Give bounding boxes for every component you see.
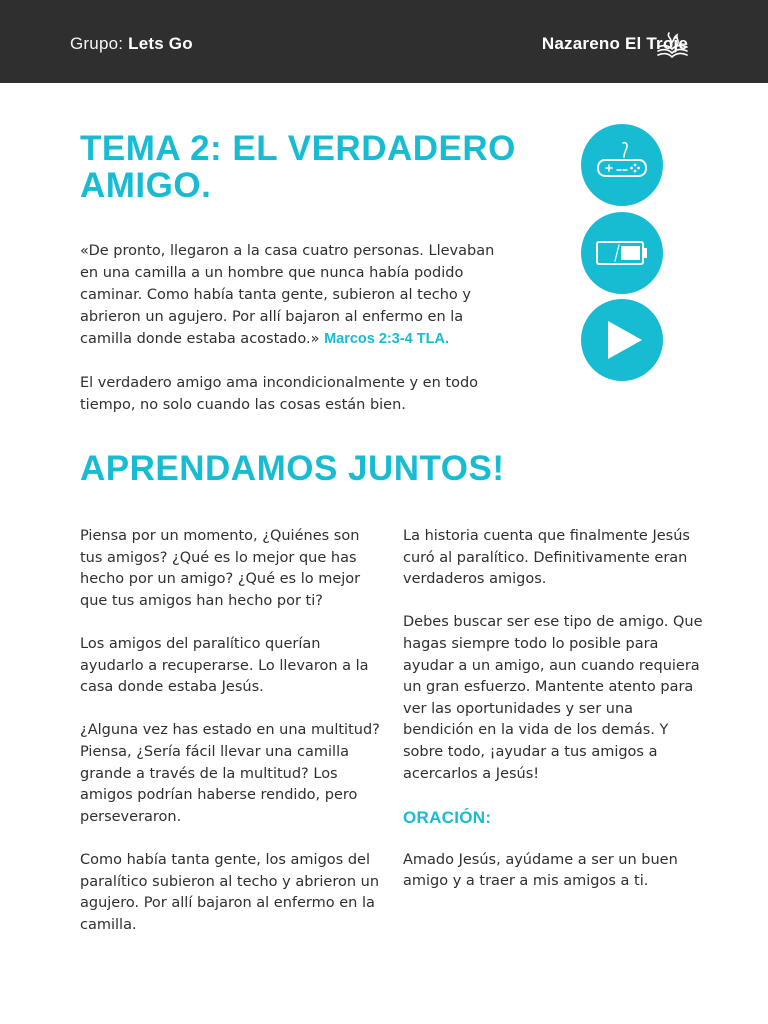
right-paragraph: Debes buscar ser ese tipo de amigo. Que hagas siempre todo lo posible para ayudar a un amigo, aun cuando requiera un gran esfuerzo. Mantente atento para ver las oportunidades y ser una bendición en la vida de los demás. Y sobre todo, ¡ayudar a tus amigos a acercarlos a Jesús! (403, 614, 703, 782)
bible-quote (80, 240, 510, 350)
group-name: Lets Go (128, 34, 193, 53)
quote-reference: Marcos 2:3-4 TLA. (324, 331, 449, 347)
flame-book-icon (655, 30, 689, 58)
play-icon-circle[interactable] (581, 299, 663, 381)
play-icon[interactable] (581, 299, 663, 381)
right-paragraph: La historia cuenta que finalmente Jesús curó al paralítico. Definitivamente eran verdaderos amigos. (403, 528, 690, 588)
lesson-title: TEMA 2: EL VERDADERO AMIGO. (80, 129, 516, 205)
quote-text: «De pronto, llegaron a la casa cuatro personas. Llevaban en una camilla a un hombre que nunca había podido caminar. Como había tanta gente, subieron al techo y abrieron un agujero. Por allí bajaron al enfermo en la camilla donde estaba acostado.» (80, 243, 495, 347)
battery-icon (581, 212, 663, 294)
left-paragraph: ¿Alguna vez has estado en una multitud? Piensa, ¿Sería fácil llevar una camilla grande a través de la multitud? Los amigos podrían haberse rendido, pero perseveraron. (80, 722, 380, 825)
group-label (70, 34, 193, 54)
gamepad-icon (581, 124, 663, 206)
prayer-heading: ORACIÓN: (403, 807, 492, 827)
left-paragraph: Los amigos del paralítico querían ayudarlo a recuperarse. Lo llevaron a la casa donde estaba Jesús. (80, 635, 369, 696)
left-paragraph: Piensa por un momento, ¿Quiénes son tus amigos? ¿Qué es lo mejor que has hecho por un amigo? ¿Qué es lo mejor que tus amigos han hecho por ti? (80, 528, 361, 609)
brand-title: El Troje (624, 34, 688, 53)
page-header (0, 0, 768, 83)
left-column (80, 526, 380, 958)
section-title: APRENDAMOS JUNTOS! (80, 449, 505, 488)
prayer-text: Amado Jesús, ayúdame a ser un buen amigo y a traer a mis amigos a ti. (403, 851, 678, 890)
group-label-prefix: Grupo: (70, 34, 124, 53)
battery-icon-circle (581, 212, 663, 294)
left-paragraph: Como había tanta gente, los amigos del paralítico subieron al techo y abrieron un agujero. Por allí bajaron al enfermo en la camilla. (80, 851, 380, 933)
right-column (403, 526, 703, 915)
gamepad-icon-circle (581, 124, 663, 206)
intro-paragraph: El verdadero amigo ama incondicionalmente y en todo tiempo, no solo cuando las cosas están bien. (80, 375, 479, 413)
brand-prefix: Nazareno (541, 34, 621, 53)
